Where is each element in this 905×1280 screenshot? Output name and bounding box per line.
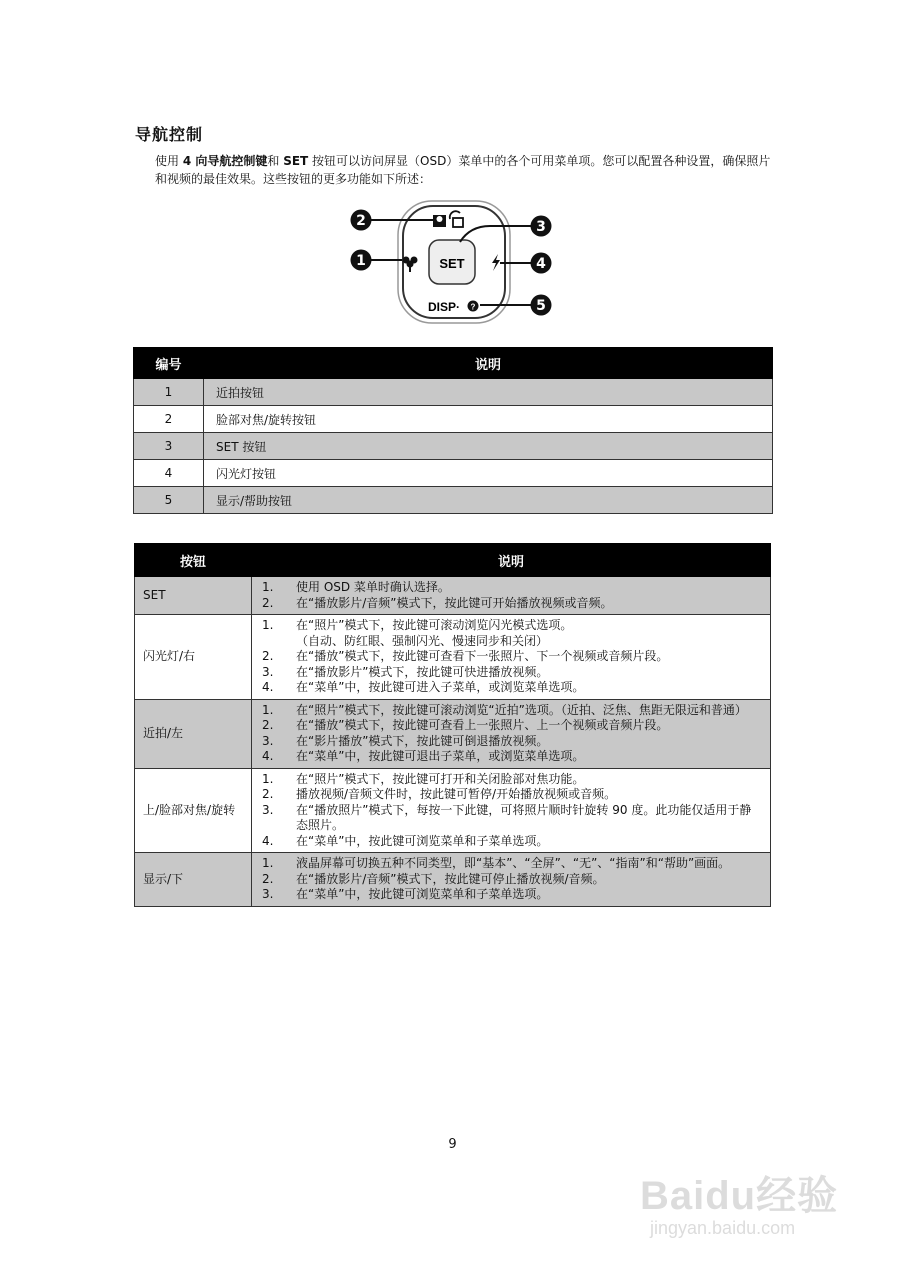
list-item: 2. 播放视频/音频文件时，按此键可暂停/开始播放视频或音频。 [262,787,617,801]
svg-text:?: ? [470,302,476,312]
navigation-pad-diagram [340,196,565,326]
button-number-table [133,347,773,514]
watermark-logo: Baidu经验 [640,1174,839,1218]
list-item: 2. 在“播放影片/音频”模式下，按此键可停止播放视频/音频。 [262,871,605,886]
column-header-button: 按钮 [135,544,252,577]
disp-label: DISP· [428,300,461,314]
table-row [134,487,773,514]
column-header-description: 说明 [252,544,771,577]
table-row [135,699,771,768]
table-row [134,379,773,406]
watermark-url: jingyan.baidu.com [650,1218,796,1238]
row-description: 显示/帮助按钮 [204,487,773,514]
row-description: 近拍按钮 [204,379,773,406]
page-number: 9 [448,1137,457,1152]
list-item: 1. 在“照片”模式下，按此键可滚动浏览“近拍”选项。（近拍、泛焦、焦距无限远和普通） [262,702,747,717]
row-number: 4 [134,460,204,487]
table-row [135,577,771,615]
row-description: SET 按钮 [204,433,773,460]
row-description: 脸部对焦/旋转按钮 [204,406,773,433]
row-number: 3 [134,433,204,460]
baidu-watermark [640,1140,860,1250]
svg-text:3: 3 [536,219,546,235]
column-header-description: 说明 [204,348,773,379]
list-item: 4. 在“菜单”中，按此键可浏览菜单和子菜单选项。 [262,833,549,848]
button-description [252,577,771,615]
list-item: 1. 在“照片”模式下，按此键可打开和关闭脸部对焦功能。 [262,771,585,786]
button-description [252,768,771,853]
column-header-number: 编号 [134,348,204,379]
button-name: 上/脸部对焦/旋转 [135,768,252,853]
table-row [134,460,773,487]
row-number: 2 [134,406,204,433]
button-description [252,699,771,768]
list-item: 1. 液晶屏幕可切换五种不同类型，即“基本”、“全屏”、“无”、“指南”和“帮助”画面。 [262,856,731,870]
callout-1 [351,250,403,271]
row-number: 5 [134,487,204,514]
button-description [252,853,771,907]
button-name: SET [135,577,252,615]
section-heading: 导航控制 [135,125,204,144]
row-description: 闪光灯按钮 [204,460,773,487]
list-item: 3. 在“影片播放”模式下，按此键可倒退播放视频。 [262,733,549,748]
svg-text:2: 2 [356,213,366,229]
button-description [252,615,771,700]
table-row [134,406,773,433]
list-item: 2. 在“播放”模式下，按此键可查看上一张照片、上一个视频或音频片段。 [262,718,669,732]
table-row [135,768,771,853]
button-name: 闪光灯/右 [135,615,252,700]
list-item: 3. 在“播放照片”模式下，每按一下此键，可将照片顺时针旋转 90 度。此功能仅适用于静态照片。 [262,802,752,832]
face-detect-icon [433,215,446,227]
table-row [134,433,773,460]
table-row [135,615,771,700]
list-item: （自动、防红眼、强制闪光、慢速同步和关闭） [296,633,549,648]
table-header-row [135,544,771,577]
table-row [135,853,771,907]
svg-text:1: 1 [356,253,366,269]
row-number: 1 [134,379,204,406]
list-item: 2. 在“播放影片/音频”模式下，按此键可开始播放视频或音频。 [262,595,613,610]
table-header-row [134,348,773,379]
svg-text:5: 5 [536,298,546,314]
set-label: SET [439,256,465,271]
svg-text:4: 4 [536,256,546,272]
button-name: 近拍/左 [135,699,252,768]
list-item: 3. 在“菜单”中，按此键可浏览菜单和子菜单选项。 [262,887,549,901]
list-item: 4. 在“菜单”中，按此键可退出子菜单，或浏览菜单选项。 [262,749,585,763]
list-item: 1. 在“照片”模式下，按此键可滚动浏览闪光模式选项。 [262,618,573,632]
list-item: 4. 在“菜单”中，按此键可进入子菜单，或浏览菜单选项。 [262,680,585,694]
intro-paragraph: 使用 4 向导航控制键和 SET 按钮可以访问屏显（OSD）菜单中的各个可用菜单项。您可以配置各种设置，确保照片和视频的最佳效果。这些按钮的更多功能如下所述： [155,154,771,186]
button-name: 显示/下 [135,853,252,907]
list-item: 1. 使用 OSD 菜单时确认选择。 [262,580,450,594]
help-question-icon [468,301,479,312]
list-item: 2. 在“播放”模式下，按此键可查看下一张照片、下一个视频或音频片段。 [262,649,669,663]
button-function-table [134,543,771,907]
list-item: 3. 在“播放影片”模式下，按此键可快进播放视频。 [262,664,549,679]
